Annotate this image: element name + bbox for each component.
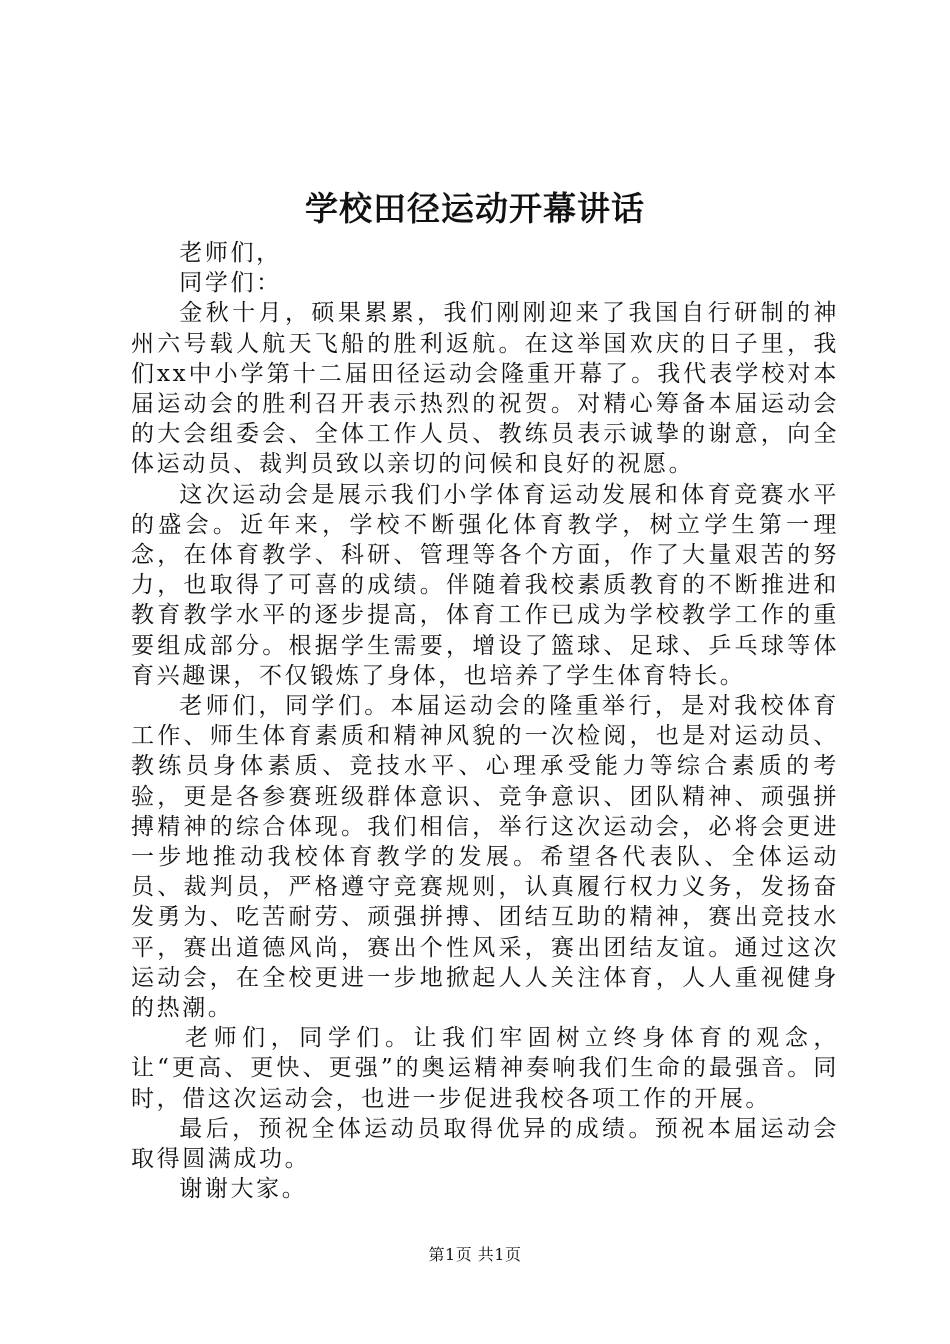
paragraph-wishes: 最后，预祝全体运动员取得优异的成绩。预祝本届运动会取得圆满成功。 [131,1115,839,1173]
paragraph-sports-meet: 这次运动会是展示我们小学体育运动发展和体育竞赛水平的盛会。近年来，学校不断强化体育教学，树立学生第一理念，在体育教学、科研、管理等各个方面，作了大量艰苦的努力，也取得了可喜的成绩。伴随着我校素质教育的不断推进和教育教学水平的逐步提高，体育工作已成为学校教学工作的重要组成部分。根据学生需要，增设了篮球、足球、乒乓球等体育兴趣课，不仅锻炼了身体，也培养了学生体育特长。 [131,481,839,689]
paragraph-thanks: 谢谢大家。 [179,1176,308,1203]
paragraph-olympic-spirit: 老师们，同学们。让我们牢固树立终身体育的观念，让“更高、更快、更强”的奥运精神奏响我们生命的最强音。同时，借这次运动会，也进一步促进我校各项工作的开展。 [131,1025,839,1112]
page-footer: 第1页 共1页 [428,1245,522,1264]
paragraph-review: 老师们，同学们。本届运动会的隆重举行，是对我校体育工作、师生体育素质和精神风貌的一次检阅，也是对运动员、教练员身体素质、竞技水平、心理承受能力等综合素质的考验，更是各参赛班级群体意识、竞争意识、团队精神、顽强拼搏精神的综合体现。我们相信，举行这次运动会，必将会更进一步地推动我校体育教学的发展。希望各代表队、全体运动员、裁判员，严格遵守竞赛规则，认真履行权力义务，发扬奋发勇为、吃苦耐劳、顽强拼搏、团结互助的精神，赛出竞技水平，赛出道德风尚，赛出个性风采，赛出团结友谊。通过这次运动会，在全校更进一步地掀起人人关注体育，人人重视健身的热潮。 [131,693,839,1022]
paragraph-opening: 金秋十月，硕果累累，我们刚刚迎来了我国自行研制的神州六号载人航天飞船的胜利返航。在这举国欢庆的日子里，我们xx中小学第十二届田径运动会隆重开幕了。我代表学校对本届运动会的胜利召开表示热烈的祝贺。对精心筹备本届运动会的大会组委会、全体工作人员、教练员表示诚挚的谢意，向全体运动员、裁判员致以亲切的问候和良好的祝愿。 [131,300,839,478]
document-body [131,238,839,1205]
salutation-students: 同学们： [179,270,282,297]
salutation-teachers: 老师们， [179,240,282,266]
document-title: 学校田径运动开幕讲话 [305,189,645,228]
